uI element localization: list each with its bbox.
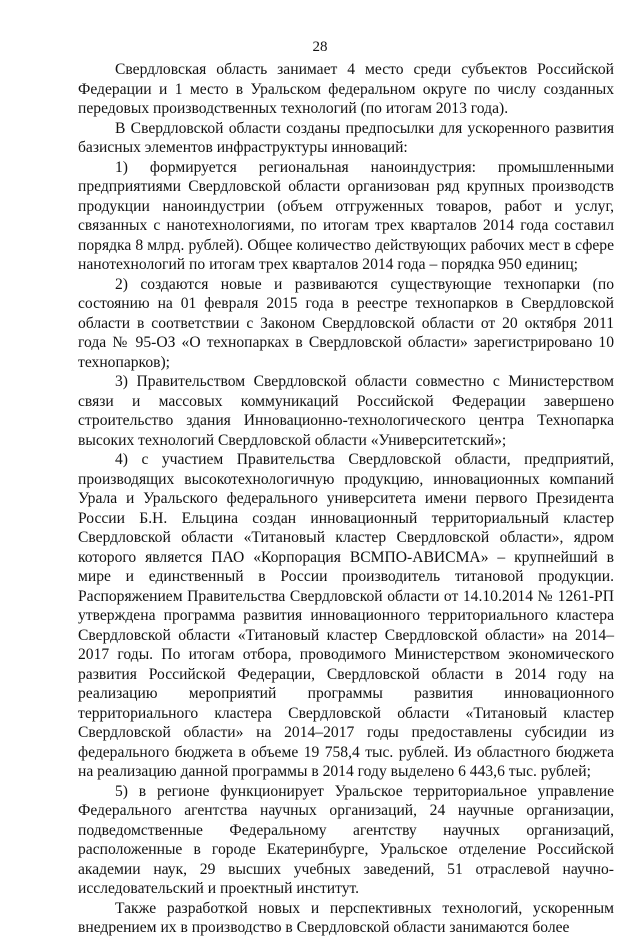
paragraph: В Свердловской области созданы предпосылки для ускоренного развития базисных элементов инфраструктуры инноваций: (78, 119, 614, 156)
paragraph: 4) с участием Правительства Свердловской области, предприятий, производящих высокотехнологичную продукцию, инновационных компаний Урала и Уральского федерального университета имени первого Президента России Б.Н. Ельцина создан инновационный территориальный кластер Свердловской области «Титановый кластер Свердловской области», ядром которого является ПАО «Корпорация ВСМПО-АВИСМА» – крупнейший в мире и единственный в России производитель титановой продукции. Распоряжением Правительства Свердловской области от 14.10.2014 № 1261-РП утверждена программа развития инновационного территориального кластера Свердловской области «Титановый кластер Свердловской области» на 2014–2017 годы. По итогам отбора, проводимого Министерством экономического развития Российской Федерации, Свердловской области в 2014 году на реализацию мероприятий программы развития инновационного территориального кластера Свердловской области «Титановый кластер Свердловской области» на 2014–2017 годы предоставлены субсидии из федерального бюджета в объеме 19 758,4 тыс. рублей. Из областного бюджета на реализацию данной программы в 2014 году выделено 6 443,6 тыс. рублей; (78, 451, 614, 780)
page-number: 28 (312, 39, 328, 55)
paragraph: Также разработкой новых и перспективных технологий, ускоренным внедрением их в производство в Свердловской области занимаются более (78, 899, 614, 936)
paragraph: 3) Правительством Свердловской области совместно с Министерством связи и массовых коммуникаций Российской Федерации завершено строительство здания Инновационно-технологического центра Технопарка высоких технологий Свердловской области «Университетский»; (78, 373, 614, 449)
paragraph: 5) в регионе функционирует Уральское территориальное управление Федерального агентства научных организаций, 24 научные организации, подведомственные Федеральному агентству научных организаций, расположенные в городе Екатеринбурге, Уральское отделение Российской академии наук, 29 высших учебных заведений, 51 отраслевой научно-исследовательский и проектный институт. (78, 782, 614, 897)
body-text (78, 60, 614, 938)
paragraph: 1) формируется региональная наноиндустрия: промышленными предприятиями Свердловской области организован ряд крупных производств продукции наноиндустрии (объем отгруженных товаров, работ и услуг, связанных с нанотехнологиями, по итогам трех кварталов 2014 года составил порядка 8 млрд. рублей). Общее количество действующих рабочих мест в сфере нанотехнологий по итогам трех кварталов 2014 года – порядка 950 единиц; (78, 158, 614, 273)
paragraph: 2) создаются новые и развиваются существующие технопарки (по состоянию на 01 февраля 2015 года в реестре технопарков в Свердловской области в соответствии с Законом Свердловской области от 20 октября 2011 года № 95-ОЗ «О технопарках в Свердловской области» зарегистрировано 10 технопарков); (78, 275, 614, 371)
paragraph: Свердловская область занимает 4 место среди субъектов Российской Федерации и 1 место в Уральском федеральном округе по числу созданных передовых производственных технологий (по итогам 2013 года). (78, 61, 614, 117)
